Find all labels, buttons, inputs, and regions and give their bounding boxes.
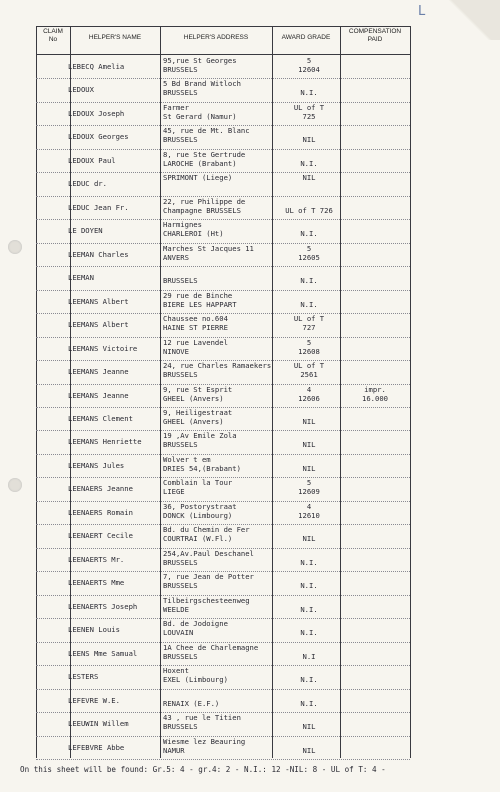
award-grade: UL of T 725	[293, 102, 325, 121]
award-grade: NIL	[302, 463, 316, 473]
helper-address: Wolver t em DRIES 54,(Brabant)	[163, 454, 241, 473]
award-grade: 5 12608	[298, 337, 320, 356]
helper-name: LEDOUX Joseph	[68, 108, 125, 118]
helper-address: Bd. du Chemin de Fer COURTRAI (W.Fl.)	[163, 525, 250, 544]
award-grade: 4 12606	[298, 384, 320, 403]
award-grade: NIL	[302, 534, 316, 544]
table-row	[0, 549, 500, 572]
award-grade: N.I.	[300, 557, 318, 567]
award-grade: N.I.	[300, 276, 318, 286]
header-compensation-paid: COMPENSATION PAID	[348, 28, 402, 43]
table-row	[0, 431, 500, 454]
helper-address: 9, rue St Esprit GHEEL (Anvers)	[163, 384, 233, 403]
award-grade: N.I.	[300, 604, 318, 614]
table-row	[0, 79, 500, 102]
award-grade: N.I.	[300, 698, 318, 708]
award-grade: UL of T 727	[293, 314, 325, 333]
helper-name: LEEMANS Albert	[68, 320, 129, 330]
header-helper-name: HELPER'S NAME	[88, 34, 142, 41]
header-helper-address: HELPER'S ADDRESS	[183, 34, 249, 41]
helper-name: LEENAERTS Mme	[68, 578, 125, 588]
table-row	[0, 713, 500, 736]
header-claim: CLAIM No	[43, 28, 63, 43]
corner-mark: L	[418, 4, 426, 19]
helper-address: 7, rue Jean de Potter BRUSSELS	[163, 572, 254, 591]
helper-name: LEDUC dr.	[68, 179, 107, 189]
award-grade: N.I.	[300, 158, 318, 168]
table-row	[0, 643, 500, 666]
helper-name: LEFEBVRE Abbe	[68, 742, 125, 752]
helper-address: 36, Postorystraat DONCK (Limbourg)	[163, 501, 237, 520]
helper-name: LEEMANS Henriette	[68, 437, 142, 447]
table-row	[0, 244, 500, 267]
table-row	[0, 314, 500, 337]
table-row	[0, 267, 500, 290]
row-separator	[36, 759, 410, 760]
award-grade: N.I.	[300, 628, 318, 638]
helper-name: LEENAERS Jeanne	[68, 484, 133, 494]
helper-name: LEDOUX Georges	[68, 132, 129, 142]
helper-address: Harmignes CHARLEROI (Ht)	[163, 220, 224, 239]
helper-address: 5 Bd Brand Witloch BRUSSELS	[163, 79, 241, 98]
helper-address: 29 rue de Binche BIERE LES HAPPART	[163, 290, 237, 309]
award-grade: NIL	[302, 417, 316, 426]
helper-address: 24, rue Charles Ramaekers BRUSSELS	[163, 361, 272, 380]
helper-address: 43 , rue le Titien BRUSSELS	[163, 713, 241, 732]
helper-name: LEDOUX	[68, 85, 94, 95]
helper-name: LEEMAN	[68, 273, 94, 283]
table-row	[0, 572, 500, 595]
helper-name: LEEMANS Jules	[68, 460, 125, 470]
helper-address: Comblain la Tour LIEGE	[163, 478, 233, 497]
helper-name: LEENAERTS Mr.	[68, 554, 125, 564]
helper-name: LEEUWIN Willem	[68, 719, 129, 729]
award-grade: UL of T 2561	[293, 361, 325, 380]
award-grade: NIL	[302, 722, 316, 732]
helper-name: LE DOYEN	[68, 226, 103, 236]
table-row	[0, 596, 500, 619]
table-row	[0, 455, 500, 478]
helper-name: LEFEVRE W.E.	[68, 695, 120, 705]
helper-address: 12 rue Lavendel NINOVE	[163, 337, 228, 356]
table-row	[0, 56, 500, 79]
helper-address: 8, rue Ste Gertrude LAROCHE (Brabant)	[163, 149, 246, 168]
helper-name: LEENEN Louis	[68, 625, 120, 635]
header-award-grade: AWARD GRADE	[281, 34, 331, 41]
helper-address: Wiesme lez Beauring NAMUR	[163, 736, 246, 755]
helper-name: LEEMANS Albert	[68, 296, 129, 306]
helper-name: LEEMANS Jeanne	[68, 367, 129, 377]
helper-name: LEBECQ Amelia	[68, 62, 125, 71]
helper-name: LEDUC Jean Fr.	[68, 202, 129, 212]
table-row	[0, 291, 500, 314]
award-grade: NIL	[302, 440, 316, 450]
award-grade: 4 12610	[298, 501, 320, 520]
award-grade: 5 12609	[298, 478, 320, 497]
award-grade: N.I	[302, 651, 316, 661]
helper-address: SPRIMONT (Liege)	[163, 173, 233, 183]
folded-corner	[440, 0, 500, 40]
helper-address: 1A Chee de Charlemagne BRUSSELS	[163, 642, 259, 661]
helper-address: Farmer St Gerard (Namur)	[163, 102, 237, 121]
award-grade: NIL	[302, 135, 316, 145]
table-row	[0, 690, 500, 713]
helper-address: BRUSSELS	[163, 276, 198, 286]
punch-hole	[8, 240, 22, 254]
helper-address: 22, rue Philippe de Champagne BRUSSELS	[163, 196, 246, 215]
helper-name: LEDOUX Paul	[68, 155, 116, 165]
table-row	[0, 220, 500, 243]
helper-name: LEENS Mme Samual	[68, 648, 138, 658]
helper-name: LEEMANS Jeanne	[68, 390, 129, 400]
helper-name: LEENAERS Romain	[68, 507, 133, 517]
helper-address: Marches St Jacques 11 ANVERS	[163, 243, 254, 262]
award-grade: UL of T 726	[285, 205, 333, 215]
helper-address: Chaussee no.604 HAINE ST PIERRE	[163, 314, 228, 333]
helper-name: LEEMANS Clement	[68, 414, 133, 423]
table-row	[0, 408, 500, 431]
table-row	[0, 502, 500, 525]
helper-address: 254,Av.Paul Deschanel BRUSSELS	[163, 548, 254, 567]
award-grade: 5 12604	[298, 56, 320, 74]
table-top-border	[36, 26, 410, 27]
table-row	[0, 666, 500, 689]
table-row	[0, 126, 500, 149]
table-row	[0, 103, 500, 126]
table-row	[0, 150, 500, 173]
helper-address: 45, rue de Mt. Blanc BRUSSELS	[163, 126, 250, 145]
punch-hole	[8, 478, 22, 492]
helper-name: LESTERS	[68, 672, 99, 682]
helper-name: LEEMANS Victoire	[68, 343, 138, 353]
table-row	[0, 478, 500, 501]
award-grade: N.I.	[300, 675, 318, 685]
table-row	[0, 385, 500, 408]
helper-name: LEEMAN Charles	[68, 249, 129, 259]
award-grade: N.I.	[300, 581, 318, 591]
helper-address: 19 ,Av Emile Zola BRUSSELS	[163, 431, 237, 450]
award-grade: NIL	[302, 745, 316, 755]
award-grade: N.I.	[300, 299, 318, 309]
helper-address: 9, Heiligestraat GHEEL (Anvers)	[163, 408, 233, 426]
compensation-paid: impr. 16.000	[362, 384, 388, 403]
table-row	[0, 338, 500, 361]
table-row	[0, 197, 500, 220]
helper-address: Bd. de Jodoigne LOUVAIN	[163, 619, 228, 638]
table-row	[0, 173, 500, 196]
helper-address: 95,rue St Georges BRUSSELS	[163, 56, 237, 74]
helper-address: Tilbeirgschesteenweg WEELDE	[163, 595, 250, 614]
footer-summary: On this sheet will be found: Gr.5: 4 - gr.4: 2 - N.I.: 12 -NIL: 8 - UL of T: 4 -	[20, 765, 386, 774]
award-grade: NIL	[302, 173, 316, 183]
helper-name: LEENAERTS Joseph	[68, 601, 138, 611]
award-grade: 5 12605	[298, 243, 320, 262]
helper-name: LEENAERT Cecile	[68, 531, 133, 541]
helper-address: Hoxent EXEL (Limbourg)	[163, 666, 228, 685]
table-row	[0, 619, 500, 642]
table-row	[0, 361, 500, 384]
award-grade: N.I.	[300, 88, 318, 98]
table-row	[0, 737, 500, 760]
award-grade: N.I.	[300, 229, 318, 239]
helper-address: RENAIX (E.F.)	[163, 698, 220, 708]
table-row	[0, 525, 500, 548]
